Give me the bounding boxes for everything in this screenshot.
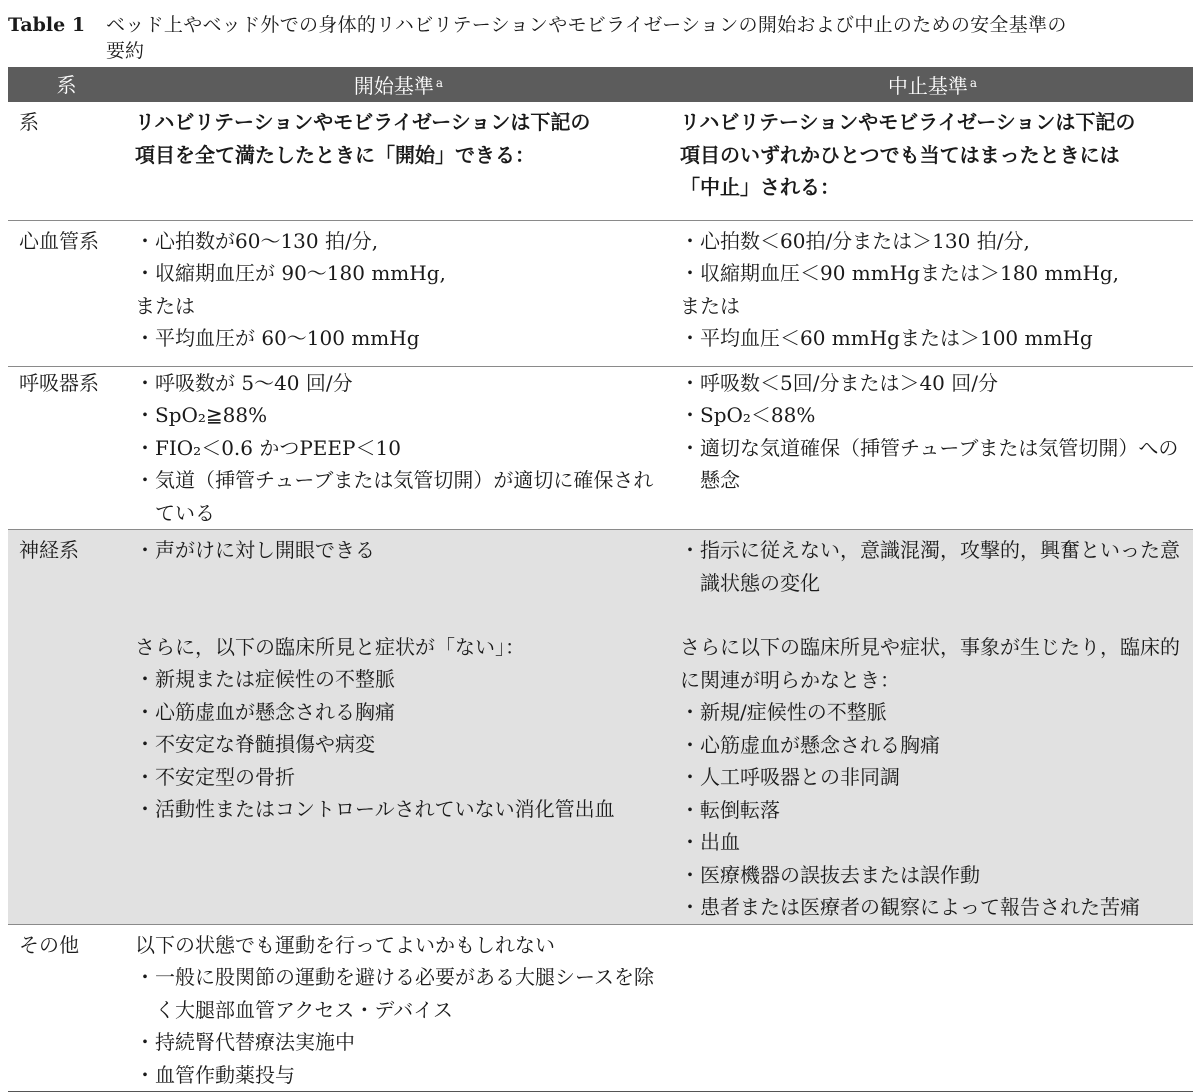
table-label: Table 1: [8, 14, 86, 36]
table-row-other: [8, 924, 1193, 1092]
list-item: ・SpO₂≧88%: [135, 403, 268, 427]
list-item: ・新規/症候性の不整脈: [680, 700, 887, 724]
table-caption: [8, 12, 1193, 64]
list-item: ・活動性またはコントロールされていない消化管出血: [135, 797, 615, 821]
table-title-line1: ベッド上やベッド外での身体的リハビリテーションやモビライゼーションの開始および中止のための安全基準の: [106, 14, 1067, 36]
list-item: ・患者または医療者の観察によって報告された苦痛: [680, 895, 1140, 919]
list-item: ・心筋虚血が懸念される胸痛: [135, 699, 395, 724]
list-item: ・持続腎代替療法実施中: [135, 1030, 355, 1054]
start-cell: [125, 530, 672, 925]
stop-cell: [672, 530, 1193, 925]
system-cell: その他: [8, 924, 125, 1092]
list-item: ・心拍数＜60拍/分または＞130 拍/分,: [680, 228, 1030, 253]
list-item: ・人工呼吸器との非同調: [680, 765, 900, 789]
header-start-criteria: 開始基準 $^a$: [125, 67, 672, 102]
start-intro-cell: リハビリテーションやモビライゼーションは下記の 項目を全て満たしたときに「開始」できる：: [125, 102, 672, 220]
start-intro: 以下の状態でも運動を行ってよいかもしれない: [135, 932, 555, 957]
table-row-respiratory: [8, 366, 1193, 530]
system-cell: 心血管系: [8, 220, 125, 366]
start-cell: [125, 924, 672, 1092]
stop-cell-empty: [672, 924, 1193, 1092]
list-item: ・適切な気道確保（挿管チューブまたは気管切開）への懸念: [680, 435, 1179, 492]
start-intro: さらに，以下の臨床所見と症状が「ない」：: [135, 634, 525, 659]
list-item: ・不安定型の骨折: [135, 764, 295, 789]
list-item: ・出血: [680, 830, 740, 854]
table-title-line2: 要約: [106, 40, 145, 62]
header-stop-criteria: 中止基準 $^a$: [672, 67, 1193, 102]
list-item: ・血管作動薬投与: [135, 1062, 295, 1087]
stop-intro: さらに以下の臨床所見や症状，事象が生じたり，臨床的に関連が明らかなとき：: [680, 635, 1180, 692]
list-item: ・平均血圧が 60～100 mmHg: [135, 326, 420, 350]
list-item: ・一般に股関節の運動を避ける必要がある大腿シースを除く大腿部血管アクセス・デバイス: [135, 965, 654, 1022]
system-cell: 系: [8, 102, 125, 220]
start-cell: [125, 366, 672, 530]
criteria-table: [8, 67, 1193, 1092]
list-item: ・呼吸数が 5～40 回/分: [135, 370, 353, 395]
list-item: ・医療機器の誤抜去または誤作動: [680, 862, 980, 887]
table-row-cardiovascular: [8, 220, 1193, 366]
list-item: ・声がけに対し開眼できる: [135, 538, 375, 562]
table-row-neurological: [8, 530, 1193, 925]
list-item: ・FIO₂＜0.6 かつPEEP＜10: [135, 435, 401, 460]
system-cell: 神経系: [8, 530, 125, 925]
stop-cell: [672, 220, 1193, 366]
list-item: ・不安定な脊髄損傷や病変: [135, 732, 375, 756]
stop-intro-cell: リハビリテーションやモビライゼーションは下記の 項目のいずれかひとつでも当てはまったときには 「中止」される：: [672, 102, 1193, 220]
list-item: ・SpO₂＜88%: [680, 403, 816, 427]
list-item: ・転倒転落: [680, 797, 780, 822]
start-cell: [125, 220, 672, 366]
list-item: ・収縮期血圧＜90 mmHgまたは＞180 mmHg,: [680, 261, 1120, 285]
table-row-intro: [8, 102, 1193, 220]
list-item: ・心拍数が60～130 拍/分,: [135, 228, 379, 253]
or-text: または: [680, 293, 740, 318]
header-row: [8, 67, 1193, 102]
or-text: または: [135, 293, 195, 318]
stop-cell: [672, 366, 1193, 530]
list-item: ・新規または症候性の不整脈: [135, 667, 395, 691]
list-item: ・収縮期血圧が 90～180 mmHg,: [135, 261, 446, 285]
list-item: ・呼吸数＜5回/分または＞40 回/分: [680, 370, 999, 395]
list-item: ・指示に従えない，意識混濁，攻撃的，興奮といった意識状態の変化: [680, 538, 1180, 595]
list-item: ・平均血圧＜60 mmHgまたは＞100 mmHg: [680, 326, 1093, 350]
system-cell: 呼吸器系: [8, 366, 125, 530]
list-item: ・心筋虚血が懸念される胸痛: [680, 732, 940, 757]
list-item: ・気道（挿管チューブまたは気管切開）が適切に確保されている: [135, 468, 654, 525]
header-system: 系: [8, 67, 125, 102]
